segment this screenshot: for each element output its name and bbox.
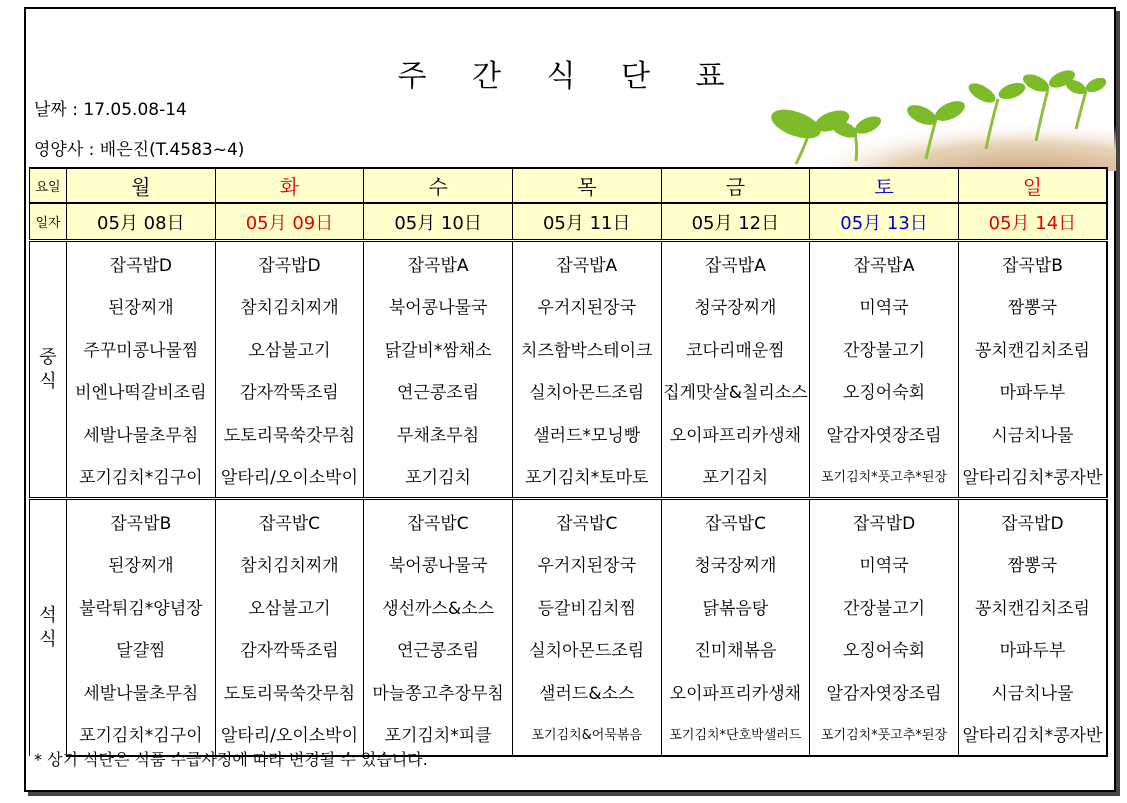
dinner-row [30, 543, 1108, 586]
footnote: * 상기 식단은 식품 수급사정에 따라 변경될 수 있습니다. [34, 750, 428, 769]
lunch-row [30, 241, 1108, 285]
dinner-menu-item: 생선까스&소스 [364, 585, 513, 628]
lunch-menu-item: 시금치나물 [958, 412, 1107, 455]
lunch-menu-item: 잡곡밥A [364, 241, 513, 285]
dinner-menu-item: 마파두부 [958, 628, 1107, 671]
dinner-menu-item: 알타리/오이소박이 [215, 713, 364, 757]
date-tue: 05月 09日 [215, 203, 364, 241]
menu-sheet [24, 7, 1116, 792]
day-wed: 수 [364, 168, 513, 203]
dinner-menu-item: 감자깍뚝조림 [215, 628, 364, 671]
lunch-menu-item: 집게맛살&칠리소스 [661, 370, 810, 413]
lunch-menu-item: 우거지된장국 [512, 285, 661, 328]
dinner-menu-item: 알감자엿장조림 [810, 670, 959, 713]
date-wed: 05月 10日 [364, 203, 513, 241]
dinner-menu-item: 세발나물초무침 [67, 670, 216, 713]
lunch-menu-item: 오삼불고기 [215, 327, 364, 370]
dinner-menu-item: 연근콩조림 [364, 628, 513, 671]
dinner-menu-item: 불락튀김*양념장 [67, 585, 216, 628]
dinner-menu-item: 포기김치*김구이 [67, 713, 216, 757]
lunch-menu-item: 코다리매운찜 [661, 327, 810, 370]
day-mon: 월 [67, 168, 216, 203]
lunch-menu-item: 잡곡밥D [67, 241, 216, 285]
date-label: 일자 [30, 203, 67, 241]
lunch-menu-item: 참치김치찌개 [215, 285, 364, 328]
lunch-menu-item: 꽁치캔김치조림 [958, 327, 1107, 370]
dinner-menu-item: 오삼불고기 [215, 585, 364, 628]
dinner-row [30, 628, 1108, 671]
dinner-menu-item: 잡곡밥C [364, 499, 513, 543]
dinner-menu-item: 미역국 [810, 543, 959, 586]
weekday-label: 요일 [30, 168, 67, 203]
dinner-menu-item: 잡곡밥D [958, 499, 1107, 543]
lunch-row [30, 412, 1108, 455]
lunch-label: 중 식 [30, 241, 67, 499]
dinner-menu-item: 북어콩나물국 [364, 543, 513, 586]
lunch-menu-item: 연근콩조림 [364, 370, 513, 413]
dinner-menu-item: 알타리김치*콩자반 [958, 713, 1107, 757]
lunch-menu-item: 잡곡밥A [810, 241, 959, 285]
dinner-menu-item: 도토리묵쑥갓무침 [215, 670, 364, 713]
dinner-menu-item: 오징어숙회 [810, 628, 959, 671]
lunch-menu-item: 잡곡밥D [215, 241, 364, 285]
lunch-menu-item: 미역국 [810, 285, 959, 328]
dinner-menu-item: 시금치나물 [958, 670, 1107, 713]
dietitian-line: 영양사 : 배은진(T.4583~4) [34, 140, 245, 160]
dinner-menu-item: 포기김치*풋고추*된장 [810, 713, 959, 757]
dinner-menu-item: 된장찌개 [67, 543, 216, 586]
dinner-label: 석 식 [30, 499, 67, 757]
lunch-menu-item: 된장찌개 [67, 285, 216, 328]
weekly-menu-table [29, 167, 1108, 757]
date-sat: 05月 13日 [810, 203, 959, 241]
page-title: 주 간 식 단 표 [397, 59, 743, 94]
day-sat: 토 [810, 168, 959, 203]
dinner-menu-item: 달걀찜 [67, 628, 216, 671]
seedling-sprouts-image [736, 49, 1116, 171]
dinner-menu-item: 잡곡밥C [215, 499, 364, 543]
dinner-menu-item: 실치아몬드조림 [512, 628, 661, 671]
lunch-menu-item: 포기김치 [364, 455, 513, 499]
lunch-menu-item: 오징어숙회 [810, 370, 959, 413]
dinner-row [30, 585, 1108, 628]
dinner-menu-item: 참치김치찌개 [215, 543, 364, 586]
lunch-menu-item: 북어콩나물국 [364, 285, 513, 328]
lunch-menu-item: 감자깍뚝조림 [215, 370, 364, 413]
dinner-menu-item: 포기김치&어묵볶음 [512, 713, 661, 757]
lunch-menu-item: 세발나물초무침 [67, 412, 216, 455]
dinner-menu-item: 포기김치*단호박샐러드 [661, 713, 810, 757]
lunch-menu-item: 간장불고기 [810, 327, 959, 370]
lunch-menu-item: 포기김치*김구이 [67, 455, 216, 499]
dinner-menu-item: 포기김치*피클 [364, 713, 513, 757]
dinner-menu-item: 잡곡밥D [810, 499, 959, 543]
lunch-menu-item: 마파두부 [958, 370, 1107, 413]
day-fri: 금 [661, 168, 810, 203]
lunch-row [30, 370, 1108, 413]
dinner-menu-item: 샐러드&소스 [512, 670, 661, 713]
lunch-menu-item: 알감자엿장조림 [810, 412, 959, 455]
date-row [30, 203, 1108, 241]
lunch-menu-item: 비엔나떡갈비조림 [67, 370, 216, 413]
dinner-menu-item: 진미채볶음 [661, 628, 810, 671]
dinner-menu-item: 마늘쫑고추장무침 [364, 670, 513, 713]
lunch-menu-item: 알타리김치*콩자반 [958, 455, 1107, 499]
lunch-menu-item: 청국장찌개 [661, 285, 810, 328]
dinner-menu-item: 닭볶음탕 [661, 585, 810, 628]
lunch-row [30, 327, 1108, 370]
lunch-menu-item: 샐러드*모닝빵 [512, 412, 661, 455]
weekday-row [30, 168, 1108, 203]
lunch-menu-item: 알타리/오이소박이 [215, 455, 364, 499]
lunch-menu-item: 실치아몬드조림 [512, 370, 661, 413]
date-mon: 05月 08日 [67, 203, 216, 241]
date-thu: 05月 11日 [512, 203, 661, 241]
lunch-menu-item: 오이파프리카생채 [661, 412, 810, 455]
lunch-menu-item: 잡곡밥A [661, 241, 810, 285]
day-thu: 목 [512, 168, 661, 203]
dinner-menu-item: 오이파프리카생채 [661, 670, 810, 713]
dinner-row [30, 670, 1108, 713]
lunch-menu-item: 짬뽕국 [958, 285, 1107, 328]
dinner-menu-item: 잡곡밥B [67, 499, 216, 543]
date-line: 날짜 : 17.05.08-14 [34, 100, 187, 120]
lunch-menu-item: 포기김치 [661, 455, 810, 499]
lunch-row [30, 455, 1108, 499]
lunch-menu-item: 잡곡밥A [512, 241, 661, 285]
lunch-menu-item: 무채초무침 [364, 412, 513, 455]
lunch-menu-item: 주꾸미콩나물찜 [67, 327, 216, 370]
day-sun: 일 [958, 168, 1107, 203]
dinner-menu-item: 간장불고기 [810, 585, 959, 628]
dinner-row [30, 499, 1108, 543]
day-tue: 화 [215, 168, 364, 203]
dinner-menu-item: 등갈비김치찜 [512, 585, 661, 628]
dinner-menu-item: 짬뽕국 [958, 543, 1107, 586]
lunch-menu-item: 도토리묵쑥갓무침 [215, 412, 364, 455]
dinner-menu-item: 꽁치캔김치조림 [958, 585, 1107, 628]
lunch-menu-item: 잡곡밥B [958, 241, 1107, 285]
lunch-menu-item: 포기김치*토마토 [512, 455, 661, 499]
lunch-menu-item: 치즈함박스테이크 [512, 327, 661, 370]
lunch-menu-item: 닭갈비*쌈채소 [364, 327, 513, 370]
dinner-menu-item: 잡곡밥C [512, 499, 661, 543]
lunch-row [30, 285, 1108, 328]
dinner-menu-item: 우거지된장국 [512, 543, 661, 586]
date-sun: 05月 14日 [958, 203, 1107, 241]
lunch-menu-item: 포기김치*풋고추*된장 [810, 455, 959, 499]
dinner-menu-item: 청국장찌개 [661, 543, 810, 586]
date-fri: 05月 12日 [661, 203, 810, 241]
dinner-menu-item: 잡곡밥C [661, 499, 810, 543]
